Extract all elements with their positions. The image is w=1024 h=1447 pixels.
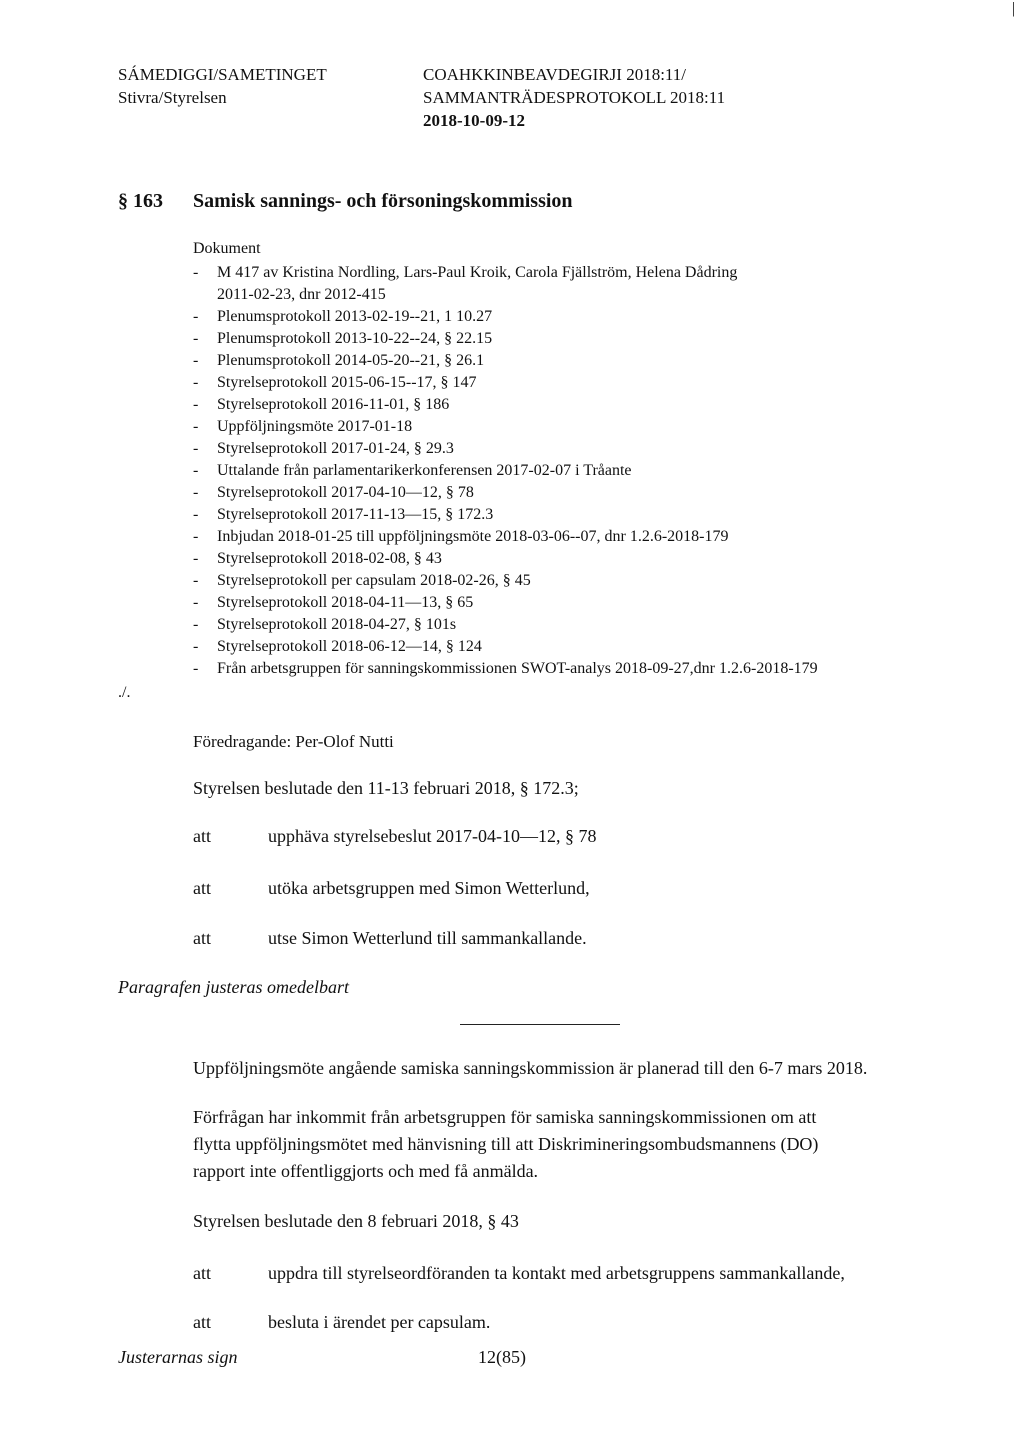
list-item: - Plenumsprotokoll 2013-02-19--21, 1 10.27: [193, 308, 493, 325]
list-item: - Styrelseprotokoll 2017-01-24, § 29.3: [193, 440, 454, 457]
list-item: - Styrelseprotokoll 2018-04-11—13, § 65: [193, 594, 474, 611]
presenter: Föredragande: Per-Olof Nutti: [193, 732, 394, 751]
list-item: - Styrelseprotokoll 2015-06-15--17, § 147: [193, 374, 477, 391]
list-item: - Styrelseprotokoll 2016-11-01, § 186: [193, 396, 450, 413]
section-number: § 163: [118, 190, 163, 212]
decision-item: utöka arbetsgruppen med Simon Wetterlund,: [268, 878, 590, 898]
decision-item: uppdra till styrelseordföranden ta kontakt med arbetsgruppens sammankallande,: [268, 1263, 845, 1283]
list-item: - Från arbetsgruppen för sanningskommissionen SWOT-analys 2018-09-27,dnr 1.2.6-2018-179: [193, 660, 818, 677]
decision-item: upphäva styrelsebeslut 2017-04-10—12, § 78: [268, 826, 597, 846]
justification-note: Paragrafen justeras omedelbart: [118, 977, 349, 997]
list-item: - Plenumsprotokoll 2013-10-22--24, § 22.15: [193, 330, 493, 347]
org-name: SÁMEDIGGI/SAMETINGET: [118, 65, 327, 84]
decision-intro: Styrelsen beslutade den 11-13 februari 2018, § 172.3;: [193, 778, 579, 798]
att-label: att: [193, 928, 211, 948]
att-label: att: [193, 826, 211, 846]
signature-label: Justerarnas sign: [118, 1347, 238, 1367]
documents-list: [193, 262, 818, 680]
meeting-date: 2018-10-09-12: [423, 111, 525, 130]
decision-intro: Styrelsen beslutade den 8 februari 2018, § 43: [193, 1211, 519, 1231]
attachment-mark: ./.: [118, 684, 131, 701]
list-item: - Styrelseprotokoll 2017-11-13—15, § 172.3: [193, 506, 494, 523]
paragraph-meeting: Uppföljningsmöte angående samiska sanningskommission är planerad till den 6-7 mars 2018.: [193, 1058, 868, 1078]
protocol-title-swedish: SAMMANTRÄDESPROTOKOLL 2018:11: [423, 88, 726, 107]
list-item: - Styrelseprotokoll per capsulam 2018-02-26, § 45: [193, 572, 531, 589]
paragraph-request-line2: flytta uppföljningsmötet med hänvisning till att Diskrimineringsombudsmannens (DO): [193, 1134, 819, 1154]
list-item: - Styrelseprotokoll 2018-06-12—14, § 124: [193, 638, 482, 655]
paragraph-request-line3: rapport inte offentliggjorts och med få anmälda.: [193, 1161, 539, 1181]
list-item: - Inbjudan 2018-01-25 till uppföljningsmöte 2018-03-06--07, dnr 1.2.6-2018-179: [193, 528, 729, 545]
list-item: - Uppföljningsmöte 2017-01-18: [193, 418, 413, 435]
decision-item: besluta i ärendet per capsulam.: [268, 1312, 491, 1332]
list-item: 2011-02-23, dnr 2012-415: [217, 286, 386, 303]
section-title: Samisk sannings- och försoningskommission: [193, 190, 573, 212]
decision-item: utse Simon Wetterlund till sammankallande.: [268, 928, 587, 948]
org-subunit: Stivra/Styrelsen: [118, 88, 227, 107]
paragraph-request-line1: Förfrågan har inkommit från arbetsgruppen för samiska sanningskommissionen om att: [193, 1107, 817, 1127]
list-item: - Styrelseprotokoll 2018-04-27, § 101s: [193, 616, 457, 633]
page-number: 12(85): [478, 1347, 526, 1367]
list-item: - Uttalande från parlamentarikerkonferensen 2017-02-07 i Tråante: [193, 462, 632, 479]
corner-mark: |: [1012, 0, 1016, 17]
att-label: att: [193, 1312, 211, 1332]
att-label: att: [193, 878, 211, 898]
documents-heading: Dokument: [193, 240, 261, 257]
protocol-title-sami: COAHKKINBEAVDEGIRJI 2018:11/: [423, 65, 687, 84]
att-label: att: [193, 1263, 211, 1283]
list-item: - Styrelseprotokoll 2017-04-10—12, § 78: [193, 484, 474, 501]
separator-line: [460, 1024, 620, 1025]
list-item: - M 417 av Kristina Nordling, Lars-Paul Kroik, Carola Fjällström, Helena Dådring: [193, 264, 738, 281]
list-item: - Plenumsprotokoll 2014-05-20--21, § 26.1: [193, 352, 485, 369]
list-item: - Styrelseprotokoll 2018-02-08, § 43: [193, 550, 442, 567]
